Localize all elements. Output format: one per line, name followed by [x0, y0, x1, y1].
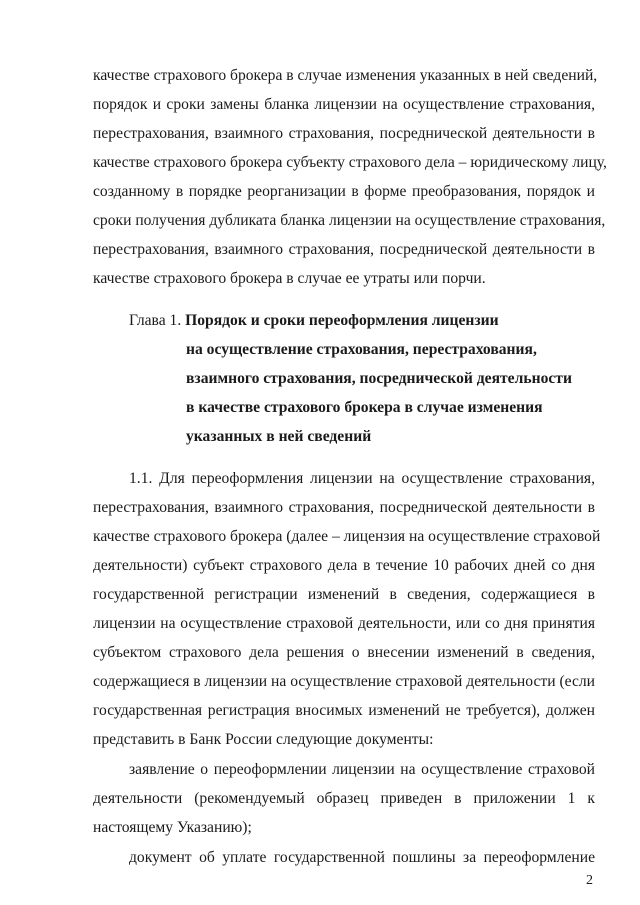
- text-line: качестве страхового брокера в случае изменения указанных в ней сведений,: [93, 67, 598, 84]
- text-line: представить в Банк России следующие документы:: [93, 731, 434, 748]
- chapter-title-line: в качестве страхового брокера в случае изменения: [186, 399, 543, 416]
- text-line: перестрахования, взаимного страхования, посреднической деятельности в: [93, 241, 595, 258]
- chapter-title-line: Порядок и сроки переоформления лицензии: [185, 312, 499, 329]
- text-line: государственной регистрации изменений в сведения, содержащиеся в: [93, 586, 595, 603]
- text-line: субъектом страхового дела решения о внесении изменений в сведения,: [93, 644, 595, 661]
- text-line: сроки получения дубликата бланка лицензии на осуществление страхования,: [93, 212, 606, 229]
- chapter-title-line: взаимного страхования, посреднической деятельности: [186, 370, 572, 387]
- text-line: содержащиеся в лицензии на осуществление страховой деятельности (если: [93, 673, 595, 690]
- text-line: порядок и сроки замены бланка лицензии на осуществление страхования,: [93, 96, 595, 113]
- chapter-title-line: указанных в ней сведений: [186, 428, 372, 445]
- text-line: документ об уплате государственной пошлины за переоформление: [129, 849, 595, 866]
- text-line: перестрахования, взаимного страхования, посреднической деятельности в: [93, 125, 595, 142]
- text-line: перестрахования, взаимного страхования, посреднической деятельности в: [93, 499, 595, 516]
- text-line: деятельности) субъект страхового дела в течение 10 рабочих дней со дня: [93, 557, 595, 574]
- text-line: государственная регистрация вносимых изменений не требуется), должен: [93, 702, 595, 719]
- chapter-prefix: Глава 1.: [129, 312, 182, 329]
- text-line: качестве страхового брокера субъекту страхового дела – юридическому лицу,: [93, 154, 607, 171]
- text-line: деятельности (рекомендуемый образец приведен в приложении 1 к: [93, 790, 595, 807]
- text-line: 1.1. Для переоформления лицензии на осуществление страхования,: [129, 470, 595, 487]
- text-line: заявление о переоформлении лицензии на осуществление страховой: [129, 761, 595, 778]
- text-line: настоящему Указанию);: [93, 819, 252, 836]
- page-number: 2: [586, 873, 593, 888]
- text-line: созданному в порядке реорганизации в форме преобразования, порядок и: [93, 183, 595, 200]
- chapter-heading-first-line: [129, 311, 499, 331]
- chapter-title-line: на осуществление страхования, перестрахования,: [186, 341, 537, 358]
- text-line: качестве страхового брокера (далее – лицензия на осуществление страховой: [93, 528, 601, 545]
- text-line: качестве страхового брокера в случае ее утраты или порчи.: [93, 270, 486, 287]
- text-line: лицензии на осуществление страховой деятельности, или со дня принятия: [93, 615, 595, 632]
